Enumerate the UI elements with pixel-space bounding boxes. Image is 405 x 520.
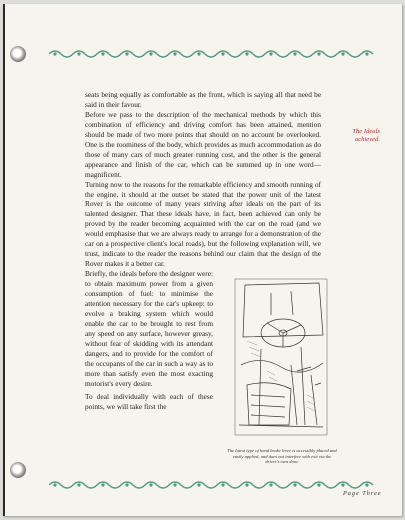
paragraph-5: To deal individually with each of these points, we will take first the bbox=[85, 391, 213, 411]
paragraph-2: Before we pass to the description of the mechanical methods by which this combination of efficiency and driving comfort has been attained, mention should be made of two more points that should on no account be overlooked. One is the roominess of the body, which provides as much accommodation as do those of many cars of much greater running cost, and the other is the general appearance and finish of the car, which can be summed up in one word—magnificent. bbox=[85, 109, 321, 179]
hand-brake-illustration bbox=[231, 275, 331, 441]
bottom-ornament-border bbox=[49, 479, 377, 491]
paragraph-4: Briefly, the ideals before the designer were: to obtain maximum power from a given consumption of fuel: to minimise the attention necessary for the car's upkeep: to evolve a braking system which would enable the car to be brought to rest from any speed on any surface, however greasy, without fear of skidding with its attendant dangers, and to provide for the comfort of the occupants of the car in such a way as to more than satisfy even the most exacting motorist's every desire. bbox=[85, 269, 213, 388]
figure-caption: The latest type of hand brake lever is accessibly placed and easily applied, and does not interfere with exit via the driver's own door. bbox=[227, 448, 337, 465]
paragraph-3: Turning now to the reasons for the remarkable efficiency and smooth running of the engine, it should at the outset be stated that the power unit of the latest Rover is the outcome of many years striving after ideals on the part of its talented designer. That these ideals have, in fact, been achieved can only be proved by the reader becoming acquainted with the car on the road (and we would emphasise that we are always ready to arrange for a demonstration of the car on a prospective client's local roads), but the following explanation will, we trust, indicate to the reader the reasons behind our claim that the design of the Rover makes it a better car. bbox=[85, 179, 321, 269]
paragraph-1: seats being equally as comfortable as the front, which is saying all that need be said in their favour. bbox=[85, 90, 321, 109]
binder-hole-top bbox=[10, 46, 26, 62]
sidenote: The Ideals achieved. bbox=[352, 128, 380, 143]
page-number: Page Three bbox=[343, 490, 382, 497]
binder-hole-bottom bbox=[10, 462, 26, 478]
top-ornament-border bbox=[49, 48, 377, 60]
document-page bbox=[3, 4, 402, 516]
